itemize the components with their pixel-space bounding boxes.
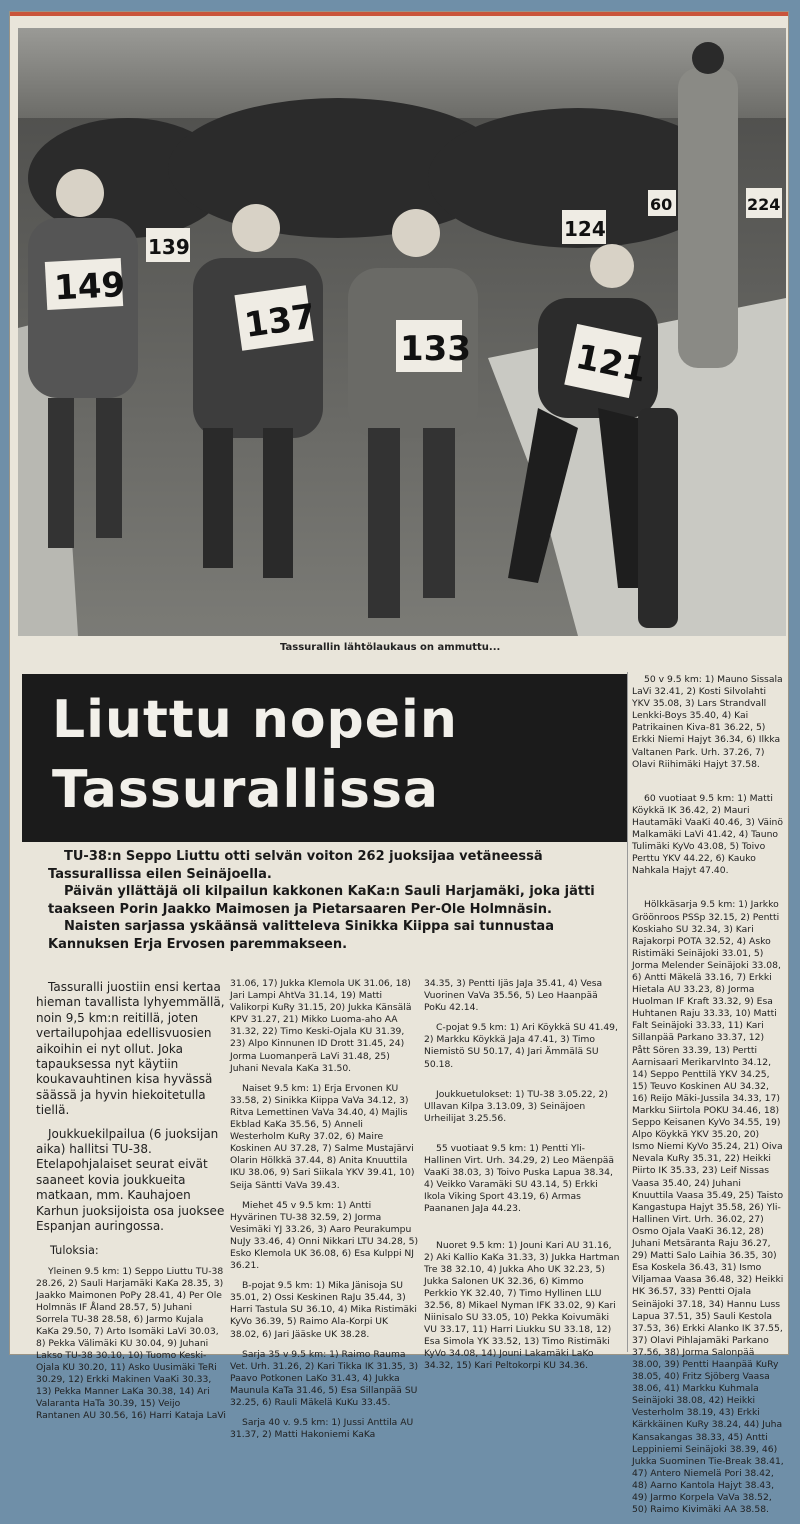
results-paragraph: C-pojat 9.5 km: 1) Ari Köykkä SU 41.49, 2) Markku Köykkä JaJa 47.41, 3) Timo Niemistö SU 50.17, 4) Jari Ämmälä SU 50.18.: [424, 1022, 618, 1070]
results-paragraph: 34.35, 3) Pentti Ijäs JaJa 35.41, 4) Vesa Vuorinen VaVa 35.56, 5) Leo Haanpää PoKu 42.14.: [424, 978, 603, 1014]
lead-paragraphs: [48, 848, 628, 953]
results-paragraph: Nuoret 9.5 km: 1) Jouni Kari AU 31.16, 2) Aki Kallio KaKa 31.33, 3) Jukka Hartman Tre 38 32.10, 4) Jukka Aho UK 32.23, 5) Jukka Salonen UK 32.36, 6) Kimmo Perkkio YK 32.40, 7) Timo Hyllinen LLU 32.56, 8) Mikael Nyman IFK 33.02, 9) Kari Niinisalo SU 33.05, 10) Pekka Koivumäki VU 33.17, 11) Harri Liukku SU 33.18, 12) Esa Simola YK 33.52, 13) Timo Ristimäki KyVo 34.08, 14) Jouni Lakamäki LaKo 34.32, 15) Kari Peltokorpi KU 34.36.: [424, 1239, 620, 1372]
results-paragraph: Sarja 40 v. 9.5 km: 1) Jussi Anttila AU 31.37, 2) Matti Hakoniemi KaKa: [230, 1417, 414, 1441]
results-paragraph: Naiset 9.5 km: 1) Erja Ervonen KU 33.58, 2) Sinikka Kiippa VaVa 34.12, 3) Ritva Lemettinen VaVa 34.40, 4) Majlis Ekblad KaKa 35.56, 5) Anneli Westerholm KuRy 37.02, 6) Maire Koskinen AU 37.28, 7) Salme Mustajärvi Olarin Hölkkä 37.44, 8) Anita Knuuttila IKU 38.06, 9) Sari Siikala YKV 39.41, 10) Seija Säntti VaVa 39.43.: [230, 1082, 415, 1191]
results-paragraph: Yleinen 9.5 km: 1) Seppo Liuttu TU-38 28.26, 2) Sauli Harjamäki KaKa 28.35, 3) Jaakko Maimonen PoPy 28.41, 4) Per Ole Holmnäs IF Åland 28.57, 5) Juhani Sorrela TU-38 28.58, 6) Jarmo Kujala KaKa 29.50, 7) Arto Isomäki LaVi 30.03, 8) Pekka Välimäki KU 30.04, 9) Juhani Lakso TU-38 30.10, 10) Tuomo Keski-Ojala KU 30.20, 11) Asko Uusimäki TeRi 30.29, 12) Erkki Makinen VaaKi 30.33, 13) Pekka Manner LaKa 30.38, 14) Ari Valaranta HaTa 30.39, 15) Veijo Rantanen AU 30.56, 16) Harri Kataja LaVi: [36, 1266, 226, 1422]
lead-paragraph: Naisten sarjassa yskäänsä valitteleva Sinikka Kiippa sai tunnustaa Kannuksen Erja Ervosen paremmakseen.: [48, 919, 554, 952]
results-paragraph: 50 v 9.5 km: 1) Mauno Sissala LaVi 32.41, 2) Kosti Silvolahti YKV 35.08, 3) Lars Strandvall Lenkki-Boys 35.40, 4) Kai Patrikainen Kiva-81 36.22, 5) Erkki Niemi Hajyt 36.34, 6) Ilkka Valtanen Park. Urh. 37.26, 7) Olavi Riihimäki Hajyt 37.58.: [632, 674, 783, 770]
photo-caption: Tassurallin lähtölaukaus on ammuttu...: [280, 642, 501, 653]
clipping-top-border: [10, 12, 788, 16]
article-column-1: [36, 980, 226, 1430]
body-paragraph: Joukkuekilpailua (6 juoksijan aika) hallitsi TU-38. Etelapohjalaiset seurat eivät saaneet kovia joukkueita matkaan, mm. Kauhajoen Karhun juoksijoista osa juoksee Espanjan auringossa.: [36, 1126, 225, 1234]
article-column-3: [424, 978, 620, 1381]
headline-line-2: Tassurallissa: [52, 760, 439, 820]
bib-number: 121: [572, 336, 650, 391]
bib-number: 149: [53, 264, 127, 309]
bib-number: 224: [747, 195, 781, 214]
newspaper-clipping: [10, 12, 788, 1516]
headline-block: [22, 674, 627, 842]
results-paragraph: 60 vuotiaat 9.5 km: 1) Matti Köykkä IK 36.42, 2) Mauri Hautamäki VaaKi 40.46, 3) Väinö Malkamäki LaVi 41.42, 4) Tauno Tulimäki KyVo 43.08, 5) Toivo Perttu YKV 44.22, 6) Kauko Nahkala Hajyt 47.40.: [632, 792, 783, 877]
lead-paragraph: TU-38:n Seppo Liuttu otti selvän voiton 262 juoksijaa vetäneessä Tassurallissa eilen Seinäjoella.: [48, 849, 543, 882]
results-paragraph: Hölkkäsarja 9.5 km: 1) Jarkko Gröönroos PSSp 32.15, 2) Pentti Koskiaho SU 32.34, 3) Kari Rajakorpi POTA 32.52, 4) Asko Ristimäki Seinäjoki 33.01, 5) Jorma Melender Seinäjoki 33.08, 6) Antti Mäkelä 33.16, 7) Erkki Hietala AU 33.23, 8) Jorma Huolman IF Kraft 33.32, 9) Esa Huhtanen Raju 33.33, 10) Matti Falt Seinäjoki 33.33, 11) Kari Sillanpää Parkano 33.37, 12) Pått Sören 33.39, 13) Pertti Aarnisaari MerikarvInto 34.12, 14) Seppo Penttilä YKV 34.25, 15) Teuvo Koskinen AU 34.32, 16) Reijo Mäki-Jussila 34.33, 17) Markku Siirtola POKU 34.46, 18) Seppo Keisanen KyVo 34.55, 19) Alpo Köykkä YKV 35.20, 20) Ismo Niemi KyVo 35.24, 21) Oiva Nevala KuRy 35.31, 22) Heikki Piirto IK 35.33, 23) Leif Nissas Vaasa 35.40, 24) Juhani Knuuttila Vaasa 35.49, 25) Taisto Kangastupa Hajyt 35.58, 26) Yli-Hallinen Virt. Urh. 36.02, 27) Osmo Ojala VaaKi 36.12, 28) Juhani Metsäranta Raju 36.27, 29) Matti Salo Laihia 36.35, 30) Esa Koskela 36.43, 31) Ismo Viljamaa Vaasa 36.48, 32) Heikki HK 36.57, 33) Pentti Ojala Seinäjoki 37.18, 34) Hannu Luss Lapua 37.51, 35) Sauli Kestola 37.53, 36) Erkki Alanko IK 37.55, 37) Olavi Pihlajamäki Parkano 37.56, 38) Jorma Salonpää 38.00, 39) Pentti Haanpää KuRy 38.05, 40) Fritz Sjöberg Vaasa 38.06, 41) Markku Kuhmala Seinäjoki 38.08, 42) Heikki Vesterholm 38.19, 43) Erkki Kärkkäinen KuRy 38.24, 44) Juha Kansakangas 38.33, 45) Antti Leppiniemi Seinäjoki 38.39, 46) Jukka Suominen Tie-Break 38.41, 47) Antero Niemelä Pori 38.42, 48) Aarno Kantola Hajyt 38.43, 49) Jarmo Korpela VaVa 38.52, 50) Raimo Kivimäki AA 38.58.: [632, 899, 784, 1516]
results-paragraph: Sarja 35 v 9.5 km: 1) Raimo Rauma Vet. Urh. 31.26, 2) Kari Tikka IK 31.35, 3) Paavo Potkonen LaKo 31.43, 4) Jukka Maunula KaTa 31.46, 5) Esa Sillanpää SU 32.25, 6) Rauli Mäkelä KuKu 33.45.: [230, 1348, 419, 1408]
photo-illustration: [18, 28, 786, 636]
headline-line-1: Liuttu nopein: [52, 690, 458, 750]
article-column-2: [230, 978, 420, 1449]
bib-number: 139: [148, 235, 190, 259]
bib-number: 133: [400, 329, 471, 369]
bib-number: 137: [242, 296, 318, 346]
column-divider: [627, 672, 628, 1352]
results-paragraph: B-pojat 9.5 km: 1) Mika Jänisoja SU 35.01, 2) Ossi Keskinen RaJu 35.44, 3) Harri Tastula SU 36.10, 4) Mika Ristimäki KyVo 36.39, 5) Raimo Ala-Korpi UK 38.02, 6) Jari Jääske UK 38.28.: [230, 1280, 417, 1340]
results-paragraph: Joukkuetulokset: 1) TU-38 3.05.22, 2) Ullavan Kilpa 3.13.09, 3) Seinäjoen Urheilijat 3.25.56.: [424, 1088, 608, 1124]
bib-number: 124: [564, 217, 606, 241]
results-paragraph: Miehet 45 v 9.5 km: 1) Antti Hyvärinen TU-38 32.59, 2) Jorma Vesimäki YJ 33.26, 3) Aaro Peurakumpu NuJy 33.46, 4) Onni Nikkari LTU 34.28, 5) Esko Klemola UK 36.08, 6) Esa Kulppi NJ 36.21.: [230, 1199, 419, 1272]
bib-number: 60: [650, 195, 673, 214]
article-column-4: [632, 674, 784, 1524]
results-heading: Tuloksia:: [50, 1243, 99, 1257]
lead-paragraph: Päivän yllättäjä oli kilpailun kakkonen KaKa:n Sauli Harjamäki, joka jätti taakseen Porin Jaakko Maimosen ja Pietarsaaren Per-Ole Holmnäsin.: [48, 884, 595, 917]
results-paragraph: 31.06, 17) Jukka Klemola UK 31.06, 18) Jari Lampi AhtVa 31.14, 19) Matti Valikorpi KuRy 31.15, 20) Jukka Känsälä KPV 31.27, 21) Mikko Luoma-aho AA 31.32, 22) Timo Keski-Ojala KU 31.39, 23) Alpo Kinnunen ID Drott 31.45, 24) Jorma Luomanperä LaVi 31.48, 25) Juhani Nevala KaKa 31.50.: [230, 978, 412, 1074]
results-paragraph: 55 vuotiaat 9.5 km: 1) Pentti Yli-Hallinen Virt. Urh. 34.29, 2) Leo Mäenpää VaaKi 38.03, 3) Toivo Puska Lapua 38.34, 4) Veikko Varamäki SU 43.14, 5) Erkki Ikola Viking Sport 43.19, 6) Armas Paananen JaJa 44.23.: [424, 1142, 615, 1215]
body-paragraph: Tassuralli juostiin ensi kertaa hieman tavallista lyhyemmällä, noin 9,5 km:n reitillä, joten vertailupohjaa edellisvuosien aikoihin ei nyt ollut. Joka tapauksessa nyt käytiin koukavauhtinen kisa hyvässä säässä ja hyvin hiekoitetulla tiellä.: [36, 980, 225, 1118]
race-start-photo: [18, 28, 786, 636]
